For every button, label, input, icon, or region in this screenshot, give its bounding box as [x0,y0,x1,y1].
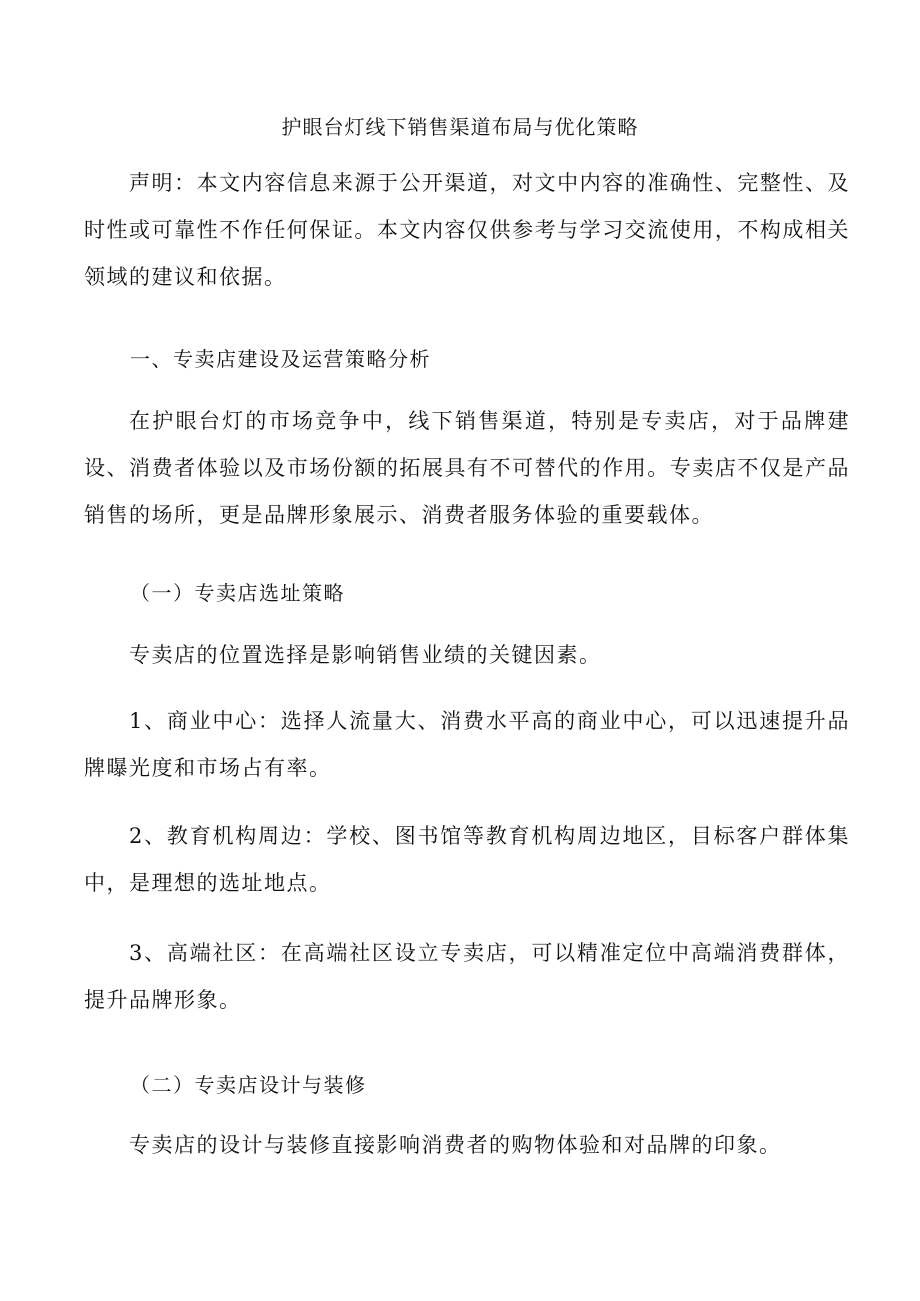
disclaimer-paragraph: 声明：本文内容信息来源于公开渠道，对文中内容的准确性、完整性、及时性或可靠性不作任何保证。本文内容仅供参考与学习交流使用，不构成相关领域的建议和依据。 [84,171,850,289]
subsection-heading-1: （一）专卖店选址策略 [130,581,345,605]
subsection-heading-2: （二）专卖店设计与装修 [130,1073,367,1097]
section-1-intro-paragraph: 在护眼台灯的市场竞争中，线下销售渠道，特别是专卖店，对于品牌建设、消费者体验以及市场份额的拓展具有不可替代的作用。专卖店不仅是产品销售的场所，更是品牌形象展示、消费者服务体验的重要载体。 [84,409,850,527]
list-item-education-institutions: 2、教育机构周边：学校、图书馆等教育机构周边地区，目标客户群体集中，是理想的选址地点。 [84,824,850,895]
subsection-2-intro-paragraph: 专卖店的设计与装修直接影响消费者的购物体验和对品牌的印象。 [129,1133,782,1157]
list-item-high-end-community: 3、高端社区：在高端社区设立专卖店，可以精准定位中高端消费群体，提升品牌形象。 [84,941,850,1012]
document-title: 护眼台灯线下销售渠道布局与优化策略 [281,115,639,139]
subsection-1-intro-paragraph: 专卖店的位置选择是影响销售业绩的关键因素。 [129,643,602,667]
list-item-commercial-center: 1、商业中心：选择人流量大、消费水平高的商业中心，可以迅速提升品牌曝光度和市场占有率。 [84,709,850,780]
section-heading-1: 一、专卖店建设及运营策略分析 [130,347,431,371]
